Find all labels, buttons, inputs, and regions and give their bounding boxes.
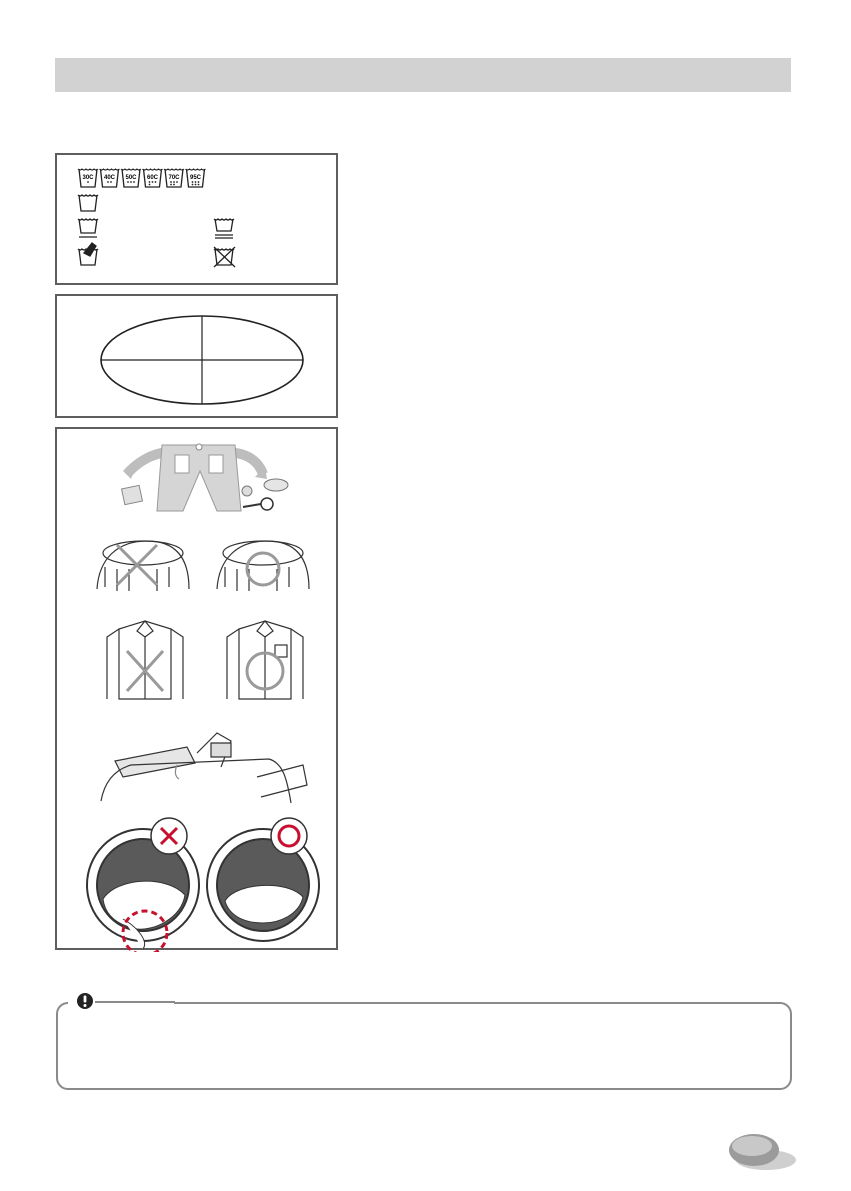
wash-temp-label: 60C: [146, 175, 159, 181]
wash-temp-label: 40C: [103, 175, 116, 181]
empty-pockets-illustration: [122, 444, 288, 511]
wash-temp-label: 50C: [125, 175, 137, 181]
pretreat-stain-illustration: [101, 733, 307, 803]
wash-tub-icon: [78, 195, 98, 211]
exclamation-icon: [76, 992, 94, 1010]
wash-temp-tub-icon: [164, 169, 184, 187]
shirt-unbuttoned-wrong-illustration: [107, 621, 183, 699]
drum-loaded-right-illustration: [207, 818, 319, 941]
wash-temp-tub-icon: [78, 169, 98, 187]
wash-temp-label: 30C: [82, 175, 94, 181]
gentle-wash-icon: [78, 219, 98, 237]
laundry-preparation-panel: [55, 427, 338, 950]
wash-temp-label: 95C: [189, 175, 202, 181]
quadrant-ellipse-icon: [57, 296, 340, 420]
drum-overfilled-wrong-illustration: [87, 818, 199, 952]
temperature-tubs: [78, 169, 206, 187]
waistband-right-illustration: [217, 541, 309, 591]
section-header-bar: [55, 58, 791, 92]
do-not-wash-icon: [214, 247, 235, 267]
waistband-wrong-illustration: [97, 541, 189, 591]
notice-header-line: [95, 1001, 175, 1003]
wash-temp-tub-icon: [186, 169, 206, 187]
care-symbols-graphic: [57, 155, 340, 287]
hand-wash-icon: [78, 243, 98, 265]
sorting-diagram-panel: [55, 294, 338, 418]
wash-temp-tub-icon: [100, 169, 120, 187]
shirt-buttoned-right-illustration: [227, 621, 303, 699]
wash-temp-tub-icon: [121, 169, 141, 187]
very-gentle-wash-icon: [214, 219, 234, 238]
preparation-illustrations: [57, 429, 340, 952]
page-number-tab: [726, 1130, 796, 1172]
wash-temp-tub-icon: [143, 169, 163, 187]
care-label-panel: [55, 153, 338, 285]
wash-temp-label: 70C: [168, 175, 180, 181]
notice-box: [56, 1002, 792, 1090]
